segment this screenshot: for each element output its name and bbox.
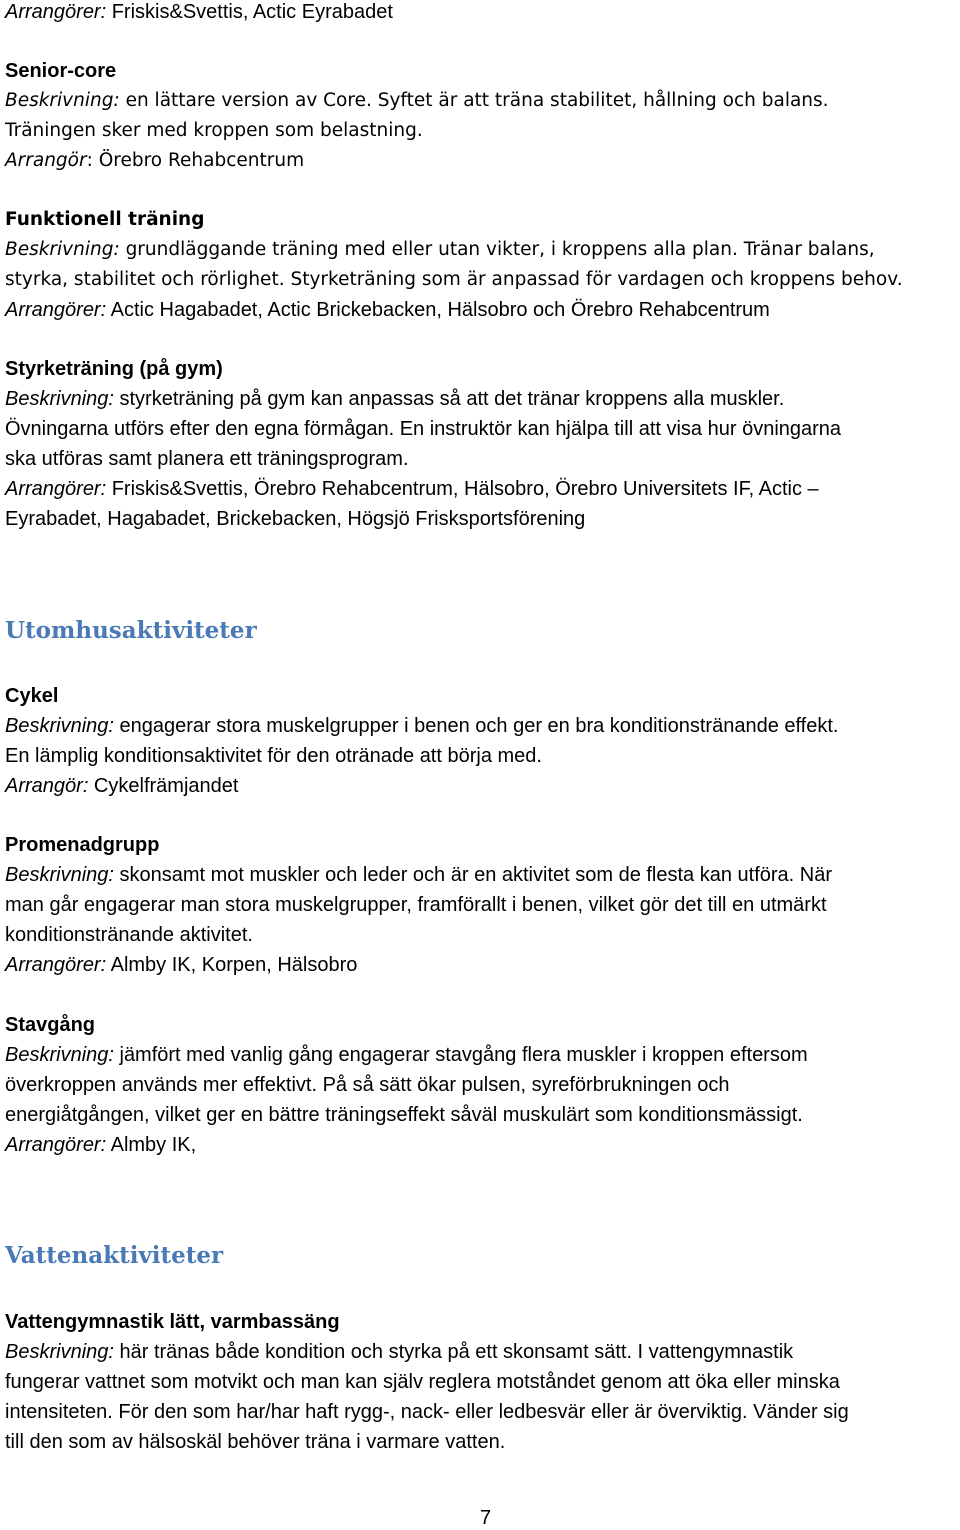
desc-text: en lättare version av Core. Syftet är att träna stabilitet, hållning och balans. — [119, 90, 829, 111]
promenad-desc-line: man går engagerar man stora muskelgrupper, framförallt i benen, vilket gör det till en utmärkt — [5, 894, 827, 916]
page-number: 7 — [480, 1507, 492, 1529]
funktionell-arrangor-line — [5, 298, 770, 322]
senior-core-arrangor-line — [5, 149, 304, 173]
arrangor-value: Friskis&Svettis, Actic Eyrabadet — [106, 1, 393, 23]
desc-text: här tränas både kondition och styrka på ett skonsamt sätt. I vattengymnastik — [113, 1341, 794, 1363]
funktionell-title: Funktionell träning — [5, 209, 205, 230]
styrketraning-desc-line: Övningarna utförs efter den egna förmågan. En instruktör kan hjälpa till att visa hur övningarna — [5, 418, 842, 440]
vattengymnastik-title: Vattengymnastik lätt, varmbassäng — [5, 1311, 340, 1333]
arrangor-label: Arrangörer: — [5, 478, 107, 500]
vattengymnastik-desc-line: intensiteten. För den som har/har haft rygg-, nack- eller ledbesvär eller är överviktig. Vänder sig — [5, 1401, 849, 1423]
arrangor-label: Arrangörer: — [5, 1, 107, 23]
arrangor-label: Arrangörer: — [5, 1134, 107, 1156]
styrketraning-desc-line: ska utföras samt planera ett träningsprogram. — [5, 448, 409, 470]
arrangor-value: Cykelfrämjandet — [88, 775, 239, 797]
stavgang-desc-line: överkroppen används mer effektivt. På så sätt ökar pulsen, syreförbrukningen och — [5, 1074, 730, 1096]
cykel-desc-line: En lämplig konditionsaktivitet för den otränade att börja med. — [5, 745, 542, 767]
styrketraning-arrangor-line — [5, 477, 819, 501]
cykel-desc-line — [5, 714, 838, 738]
desc-label: Beskrivning: — [5, 90, 120, 111]
arrangor-value: Almby IK, Korpen, Hälsobro — [106, 954, 358, 976]
vattengymnastik-desc-line: till den som av hälsoskäl behöver träna i varmare vatten. — [5, 1431, 506, 1453]
vattengymnastik-desc-line: fungerar vattnet som motvikt och man kan själv reglera motståndet genom att öka eller minska — [5, 1371, 840, 1393]
styrketraning-arrangor-line: Eyrabadet, Hagabadet, Brickebacken, Högsjö Frisksportsförening — [5, 508, 586, 530]
arrangor-label: Arrangörer: — [5, 954, 107, 976]
promenad-desc-line: konditionstränande aktivitet. — [5, 924, 253, 946]
desc-label: Beskrivning: — [5, 715, 114, 737]
promenad-arrangor-line — [5, 953, 357, 977]
senior-core-desc-line: Träningen sker med kroppen som belastning. — [5, 120, 423, 141]
desc-label: Beskrivning: — [5, 239, 120, 260]
cykel-title: Cykel — [5, 685, 59, 707]
top-arrangor-line — [5, 0, 393, 24]
senior-core-desc-line — [5, 89, 829, 113]
styrketraning-desc-line — [5, 387, 784, 411]
funktionell-desc-line: styrka, stabilitet och rörlighet. Styrketräning som är anpassad för vardagen och kroppens behov. — [5, 269, 903, 290]
arrangor-label: Arrangörer: — [5, 299, 107, 321]
stavgang-title: Stavgång — [5, 1014, 96, 1036]
arrangor-value: Actic Hagabadet, Actic Brickebacken, Hälsobro och Örebro Rehabcentrum — [106, 299, 770, 321]
arrangor-value: : Örebro Rehabcentrum — [86, 150, 305, 171]
desc-label: Beskrivning: — [5, 388, 114, 410]
section-heading-vatten: Vattenaktiviteter — [5, 1242, 224, 1269]
desc-label: Beskrivning: — [5, 1044, 114, 1066]
desc-text: grundläggande träning med eller utan vikter, i kroppens alla plan. Tränar balans, — [119, 239, 875, 260]
arrangor-value: Almby IK, — [106, 1134, 197, 1156]
promenad-desc-line — [5, 863, 832, 887]
arrangor-label: Arrangör — [5, 150, 87, 171]
desc-text: engagerar stora muskelgrupper i benen och ger en bra konditionstränande effekt. — [113, 715, 839, 737]
vattengymnastik-desc-line — [5, 1340, 793, 1364]
desc-text: skonsamt mot muskler och leder och är en aktivitet som de flesta kan utföra. När — [113, 864, 833, 886]
stavgang-arrangor-line — [5, 1133, 196, 1157]
arrangor-value: Friskis&Svettis, Örebro Rehabcentrum, Hälsobro, Örebro Universitets IF, Actic – — [106, 478, 819, 500]
senior-core-title: Senior-core — [5, 60, 117, 82]
section-heading-utomhus: Utomhusaktiviteter — [5, 617, 257, 644]
arrangor-label: Arrangör: — [5, 775, 89, 797]
funktionell-desc-line — [5, 238, 875, 262]
cykel-arrangor-line — [5, 774, 238, 798]
desc-text: jämfört med vanlig gång engagerar stavgång flera muskler i kroppen eftersom — [113, 1044, 808, 1066]
desc-text: styrketräning på gym kan anpassas så att det tränar kroppens alla muskler. — [113, 388, 785, 410]
stavgang-desc-line: energiåtgången, vilket ger en bättre träningseffekt såväl muskulärt som konditionsmässigt. — [5, 1104, 803, 1126]
styrketraning-title: Styrketräning (på gym) — [5, 358, 223, 380]
promenad-title: Promenadgrupp — [5, 834, 160, 856]
desc-label: Beskrivning: — [5, 864, 114, 886]
stavgang-desc-line — [5, 1043, 808, 1067]
desc-label: Beskrivning: — [5, 1341, 114, 1363]
